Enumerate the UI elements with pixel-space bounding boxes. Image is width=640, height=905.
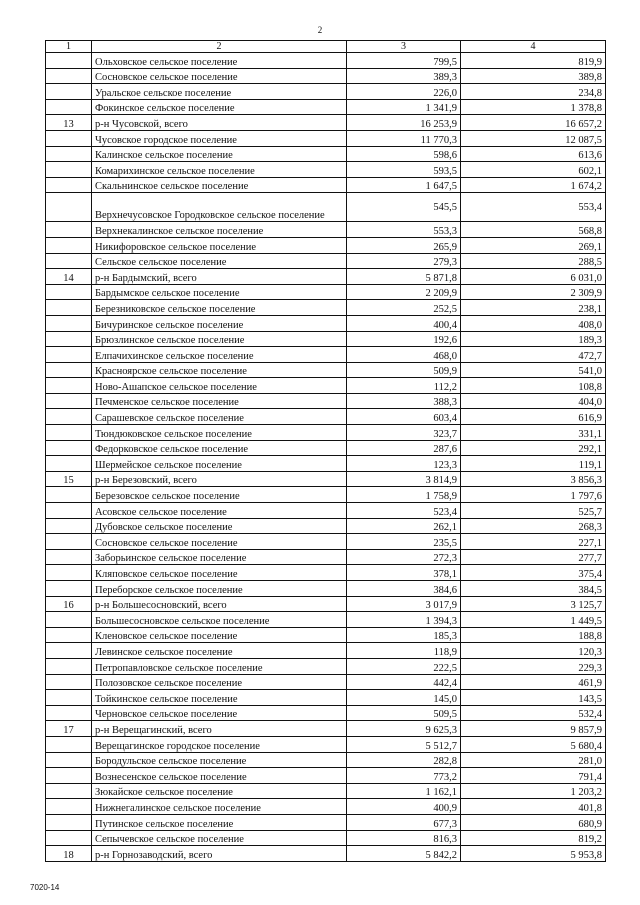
value-col3: 384,6 [347,581,461,597]
value-col4: 389,8 [461,68,606,84]
value-col3: 509,5 [347,705,461,721]
settlement-name: Кленовское сельское поселение [92,627,347,643]
value-col4: 3 125,7 [461,596,606,612]
value-col4: 525,7 [461,503,606,519]
table-row [46,362,606,378]
row-number [46,674,92,690]
settlement-name: Тойкинское сельское поселение [92,690,347,706]
value-col4: 331,1 [461,425,606,441]
value-col3: 3 017,9 [347,596,461,612]
value-col4: 277,7 [461,549,606,565]
table-row [46,130,606,146]
settlement-name: Чусовское городское поселение [92,130,347,146]
column-header-4: 4 [461,41,606,53]
table-row [46,565,606,581]
value-col4: 1 449,5 [461,612,606,628]
value-col3: 603,4 [347,409,461,425]
value-col3: 388,3 [347,393,461,409]
settlement-name: Фокинское сельское поселение [92,99,347,115]
settlement-name: Асовское сельское поселение [92,503,347,519]
table-row [46,409,606,425]
table-row [46,674,606,690]
settlement-name: Дубовское сельское поселение [92,518,347,534]
settlement-name: Березниковское сельское поселение [92,300,347,316]
value-col4: 1 797,6 [461,487,606,503]
settlement-name: Березовское сельское поселение [92,487,347,503]
row-number [46,99,92,115]
row-number [46,237,92,253]
value-col4: 292,1 [461,440,606,456]
value-col4: 119,1 [461,456,606,472]
row-number: 13 [46,115,92,131]
column-header-3: 3 [347,41,461,53]
value-col3: 252,5 [347,300,461,316]
value-col4: 227,1 [461,534,606,550]
row-number [46,768,92,784]
settlement-name: Елпачихинское сельское поселение [92,347,347,363]
settlement-name: р-н Бардымский, всего [92,269,347,285]
table-row [46,705,606,721]
value-col3: 235,5 [347,534,461,550]
value-col4: 791,4 [461,768,606,784]
value-col4: 6 031,0 [461,269,606,285]
table-row [46,471,606,487]
settlement-name: Петропавловское сельское поселение [92,658,347,674]
row-number [46,130,92,146]
value-col3: 468,0 [347,347,461,363]
settlement-name: Бичуринское сельское поселение [92,315,347,331]
settlement-name: р-н Горнозаводский, всего [92,846,347,862]
table-row [46,799,606,815]
row-number [46,705,92,721]
table-row [46,768,606,784]
value-col3: 123,3 [347,456,461,472]
value-col3: 9 625,3 [347,721,461,737]
settlement-name: Верхнекалинское сельское поселение [92,222,347,238]
row-number [46,830,92,846]
value-col3: 593,5 [347,162,461,178]
row-number [46,799,92,815]
value-col3: 185,3 [347,627,461,643]
row-number [46,331,92,347]
table-row [46,456,606,472]
value-col4: 384,5 [461,581,606,597]
table-row [46,830,606,846]
row-number: 17 [46,721,92,737]
settlement-name: Сепычевское сельское поселение [92,830,347,846]
table-row [46,487,606,503]
row-number [46,146,92,162]
settlement-name: р-н Березовский, всего [92,471,347,487]
value-col4: 553,4 [461,193,606,222]
value-col4: 375,4 [461,565,606,581]
row-number [46,193,92,222]
row-number [46,347,92,363]
value-col3: 145,0 [347,690,461,706]
value-col4: 568,8 [461,222,606,238]
row-number [46,456,92,472]
value-col4: 108,8 [461,378,606,394]
settlement-name: Сельское сельское поселение [92,253,347,269]
settlement-name: Никифоровское сельское поселение [92,237,347,253]
value-col3: 442,4 [347,674,461,690]
value-col4: 1 378,8 [461,99,606,115]
table-row [46,300,606,316]
table-row [46,84,606,100]
table-row [46,393,606,409]
value-col4: 189,3 [461,331,606,347]
value-col3: 553,3 [347,222,461,238]
value-col3: 323,7 [347,425,461,441]
data-table [45,40,606,862]
value-col4: 188,8 [461,627,606,643]
value-col3: 799,5 [347,53,461,69]
row-number [46,814,92,830]
value-col4: 602,1 [461,162,606,178]
table-row [46,115,606,131]
value-col3: 5 512,7 [347,736,461,752]
value-col4: 268,3 [461,518,606,534]
table-row [46,146,606,162]
settlement-name: Нижнегалинское сельское поселение [92,799,347,815]
value-col3: 1 647,5 [347,177,461,193]
column-header-1: 1 [46,41,92,53]
value-col4: 2 309,9 [461,284,606,300]
table-row [46,658,606,674]
settlement-name: Заборьинское сельское поселение [92,549,347,565]
row-number [46,315,92,331]
settlement-name: Зюкайское сельское поселение [92,783,347,799]
table-header-row [46,41,606,53]
row-number [46,627,92,643]
row-number [46,503,92,519]
row-number [46,84,92,100]
row-number [46,300,92,316]
settlement-name: Переборское сельское поселение [92,581,347,597]
row-number [46,643,92,659]
row-number [46,393,92,409]
row-number: 16 [46,596,92,612]
value-col3: 118,9 [347,643,461,659]
value-col4: 616,9 [461,409,606,425]
value-col4: 5 953,8 [461,846,606,862]
value-col4: 472,7 [461,347,606,363]
row-number [46,409,92,425]
value-col3: 265,9 [347,237,461,253]
row-number: 14 [46,269,92,285]
row-number [46,612,92,628]
table-row [46,425,606,441]
row-number [46,253,92,269]
table-row [46,99,606,115]
row-number [46,534,92,550]
row-number [46,222,92,238]
row-number [46,658,92,674]
table-row [46,315,606,331]
row-number [46,378,92,394]
row-number [46,690,92,706]
table-row [46,549,606,565]
row-number [46,177,92,193]
value-col3: 5 842,2 [347,846,461,862]
table-row [46,690,606,706]
table-row [46,736,606,752]
value-col4: 408,0 [461,315,606,331]
value-col4: 281,0 [461,752,606,768]
settlement-name: Федорковское сельское поселение [92,440,347,456]
table-row [46,643,606,659]
row-number [46,362,92,378]
settlement-name: Сосновское сельское поселение [92,68,347,84]
value-col3: 378,1 [347,565,461,581]
value-col3: 112,2 [347,378,461,394]
value-col4: 5 680,4 [461,736,606,752]
row-number [46,68,92,84]
table-row [46,440,606,456]
row-number: 18 [46,846,92,862]
value-col4: 238,1 [461,300,606,316]
value-col3: 287,6 [347,440,461,456]
table-row [46,378,606,394]
settlement-name: Уральское сельское поселение [92,84,347,100]
value-col4: 269,1 [461,237,606,253]
value-col4: 229,3 [461,658,606,674]
table-row [46,193,606,222]
table-row [46,503,606,519]
row-number [46,581,92,597]
row-number [46,783,92,799]
settlement-name: Ново-Ашапское сельское поселение [92,378,347,394]
table-row [46,627,606,643]
row-number [46,162,92,178]
settlement-name: Путинское сельское поселение [92,814,347,830]
settlement-name: Шермейское сельское поселение [92,456,347,472]
value-col4: 1 203,2 [461,783,606,799]
value-col3: 279,3 [347,253,461,269]
row-number [46,549,92,565]
table-row [46,518,606,534]
value-col3: 16 253,9 [347,115,461,131]
table-row [46,177,606,193]
value-col4: 143,5 [461,690,606,706]
table-row [46,347,606,363]
settlement-name: Тюндюковское сельское поселение [92,425,347,441]
value-col3: 282,8 [347,752,461,768]
settlement-name: р-н Большесосновский, всего [92,596,347,612]
table-row [46,581,606,597]
settlement-name: Большесосновское сельское поселение [92,612,347,628]
value-col3: 5 871,8 [347,269,461,285]
value-col4: 541,0 [461,362,606,378]
settlement-name: Сосновское сельское поселение [92,534,347,550]
value-col3: 1 758,9 [347,487,461,503]
settlement-name: Кляповское сельское поселение [92,565,347,581]
settlement-name: р-н Верещагинский, всего [92,721,347,737]
row-number [46,53,92,69]
settlement-name: Брюзлинское сельское поселение [92,331,347,347]
table-row [46,237,606,253]
settlement-name: Комарихинское сельское поселение [92,162,347,178]
value-col3: 523,4 [347,503,461,519]
table-row [46,68,606,84]
document-code: 7020-14 [30,883,60,892]
value-col3: 545,5 [347,193,461,222]
value-col3: 1 394,3 [347,612,461,628]
settlement-name: Скальнинское сельское поселение [92,177,347,193]
settlement-name: Ольховское сельское поселение [92,53,347,69]
value-col4: 3 856,3 [461,471,606,487]
settlement-name: Верхнечусовское Городковское сельское поселение [92,193,347,222]
row-number [46,518,92,534]
settlement-name: Черновское сельское поселение [92,705,347,721]
value-col4: 613,6 [461,146,606,162]
value-col3: 272,3 [347,549,461,565]
value-col3: 11 770,3 [347,130,461,146]
table-row [46,814,606,830]
table-row [46,534,606,550]
row-number [46,425,92,441]
value-col4: 288,5 [461,253,606,269]
value-col4: 16 657,2 [461,115,606,131]
settlement-name: Печменское сельское поселение [92,393,347,409]
value-col4: 819,2 [461,830,606,846]
value-col3: 262,1 [347,518,461,534]
value-col3: 3 814,9 [347,471,461,487]
row-number [46,752,92,768]
settlement-name: Калинское сельское поселение [92,146,347,162]
value-col4: 120,3 [461,643,606,659]
settlement-name: Сарашевское сельское поселение [92,409,347,425]
row-number [46,284,92,300]
value-col3: 509,9 [347,362,461,378]
settlement-name: Левинское сельское поселение [92,643,347,659]
table-row [46,269,606,285]
value-col3: 389,3 [347,68,461,84]
settlement-name: Вознесенское сельское поселение [92,768,347,784]
table-row [46,721,606,737]
table-row [46,612,606,628]
table-row [46,253,606,269]
value-col3: 400,9 [347,799,461,815]
table-row [46,162,606,178]
settlement-name: р-н Чусовской, всего [92,115,347,131]
value-col4: 461,9 [461,674,606,690]
value-col3: 598,6 [347,146,461,162]
value-col3: 1 341,9 [347,99,461,115]
settlement-name: Бородульское сельское поселение [92,752,347,768]
value-col3: 677,3 [347,814,461,830]
row-number [46,736,92,752]
row-number [46,487,92,503]
column-header-2: 2 [92,41,347,53]
settlement-name: Полозовское сельское поселение [92,674,347,690]
table-row [46,596,606,612]
settlement-name: Верещагинское городское поселение [92,736,347,752]
table-row [46,222,606,238]
value-col3: 222,5 [347,658,461,674]
value-col3: 192,6 [347,331,461,347]
value-col3: 1 162,1 [347,783,461,799]
table-body [46,41,606,862]
table-row [46,53,606,69]
table-row [46,284,606,300]
value-col4: 1 674,2 [461,177,606,193]
value-col3: 816,3 [347,830,461,846]
page-number: 2 [317,25,323,35]
settlement-name: Бардымское сельское поселение [92,284,347,300]
value-col3: 2 209,9 [347,284,461,300]
value-col4: 532,4 [461,705,606,721]
value-col3: 773,2 [347,768,461,784]
value-col4: 12 087,5 [461,130,606,146]
table-row [46,783,606,799]
value-col4: 680,9 [461,814,606,830]
value-col4: 9 857,9 [461,721,606,737]
value-col4: 819,9 [461,53,606,69]
table-row [46,331,606,347]
table-row [46,752,606,768]
row-number [46,565,92,581]
row-number: 15 [46,471,92,487]
value-col3: 226,0 [347,84,461,100]
value-col4: 401,8 [461,799,606,815]
value-col4: 404,0 [461,393,606,409]
row-number [46,440,92,456]
settlement-name: Красноярское сельское поселение [92,362,347,378]
value-col4: 234,8 [461,84,606,100]
table-row [46,846,606,862]
value-col3: 400,4 [347,315,461,331]
